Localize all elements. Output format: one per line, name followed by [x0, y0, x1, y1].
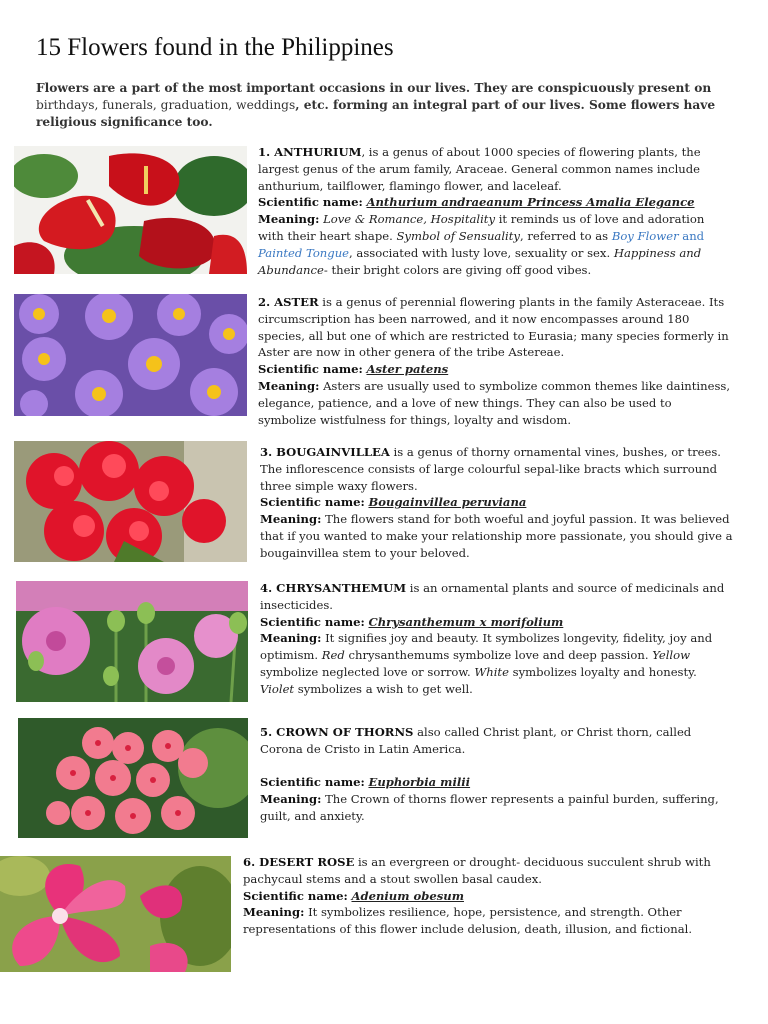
flower-name: 6. DESERT ROSE [243, 855, 355, 869]
meaning-label: Meaning: [258, 212, 320, 227]
flower-entry-anthurium [258, 144, 733, 278]
flower-name: 4. CHRYSANTHEMUM [260, 581, 407, 595]
scientific-label: Scientific name: [258, 195, 363, 210]
crown-of-thorns-photo [18, 718, 248, 838]
meaning-text: Love & Romance, Hospitality [323, 212, 496, 227]
page-title: 15 Flowers found in the Philippines [36, 34, 394, 61]
flower-entry-aster [258, 294, 733, 428]
meaning-text: Happiness and Abundance [258, 245, 702, 277]
meaning-text: symbolizes loyalty and honesty. [508, 664, 697, 679]
flower-entry-bougainvillea [260, 444, 733, 562]
meaning-text: It signifies joy and beauty. It symbolizes longevity, fidelity, joy and optimism. [260, 631, 713, 663]
scientific-name: Anthurium andraeanum Princess Amalia Elegance [366, 195, 695, 210]
flower-entry-desert-rose [243, 854, 733, 938]
meaning-text: , associated with lusty love, sexuality or sex. [349, 245, 614, 260]
scientific-name: Adenium obesum [351, 888, 464, 903]
flower-name: 2. ASTER [258, 295, 319, 309]
scientific-name: Bougainvillea peruviana [368, 495, 527, 510]
scientific-label: Scientific name: [260, 775, 365, 790]
meaning-text: , referred to as [519, 228, 612, 243]
bougainvillea-photo [14, 441, 247, 562]
meaning-label: Meaning: [260, 512, 322, 527]
intro-text-2: , etc. forming an integral part of our lives. Some flowers have religious significance too. [36, 98, 716, 129]
intro-text-1: Flowers are a part of the most important occasions in our lives. They are conspicuously present on [36, 81, 712, 95]
scientific-name: Chrysanthemum x morifolium [368, 614, 564, 629]
intro-paragraph [36, 80, 726, 131]
flower-name: 3. BOUGAINVILLEA [260, 445, 390, 459]
meaning-text: Symbol of Sensuality [396, 228, 520, 243]
flower-description: is an ornamental plants and source of medicinals and insecticides. [260, 581, 725, 612]
meaning-label: Meaning: [258, 378, 320, 393]
intro-occasions: birthdays, funerals, graduation, weddings [36, 98, 296, 112]
scientific-label: Scientific name: [260, 614, 365, 629]
meaning-text: Violet [260, 681, 295, 696]
flower-entry-chrysanthemum [260, 580, 733, 698]
flower-description: is a genus of perennial flowering plants in the family Asteraceae. Its circumscription has been narrowed, and it now encompasses around 180 species, all but one of which are restricted to Eurasia; many species formerly in Aster are now in other genera of the tribe Astereae. [258, 295, 729, 360]
aster-photo [14, 294, 247, 416]
flower-name: 5. CROWN OF THORNS [260, 725, 414, 739]
scientific-name: Euphorbia milii [368, 775, 471, 790]
meaning-text: - their bright colors are giving off good vibes. [323, 262, 592, 277]
meaning-text: It symbolizes resilience, hope, persistence, and strength. Other representations of this flower include delusion, death, illusion, and fictional. [243, 905, 693, 937]
scientific-name: Aster patens [366, 362, 449, 377]
meaning-text: The flowers stand for both woeful and joyful passion. It was believed that if you wanted to make your relationship more passionate, you should give a bougainvillea stem to your beloved. [260, 512, 733, 560]
meaning-text: The Crown of thorns flower represents a painful burden, suffering, guilt, and anxiety. [260, 792, 719, 823]
flower-description: also called Christ plant, or Christ thorn, called Corona de Cristo in Latin America. [260, 725, 692, 756]
meaning-text: Red [321, 648, 345, 663]
meaning-text: Boy Flower [611, 228, 679, 243]
meaning-text: Painted Tongue [258, 245, 350, 260]
scientific-label: Scientific name: [243, 888, 348, 903]
meaning-text: symbolizes a wish to get well. [294, 681, 473, 696]
flower-description: is a genus of thorny ornamental vines, bushes, or trees. The inflorescence consists of large colourful sepal-like bracts which surround three simple waxy flowers. [260, 445, 721, 493]
flower-description: , is a genus of about 1000 species of flowering plants, the largest genus of the arum family, Araceae. General common names include anthurium, tailflower, flamingo flower, and laceleaf. [258, 145, 701, 193]
meaning-label: Meaning: [260, 792, 322, 807]
meaning-text: Asters are usually used to symbolize common themes like daintiness, elegance, patience, and a love of new things. They can also be used to symbolize wistfulness for things, loyalty and wisdom. [258, 378, 731, 427]
flower-entry-crown-of-thorns [260, 724, 733, 825]
meaning-text: White [474, 664, 509, 679]
flower-name: 1. ANTHURIUM [258, 145, 362, 159]
anthurium-photo [14, 146, 247, 274]
meaning-text: and [678, 228, 705, 243]
meaning-text: chrysanthemums symbolize love and deep passion. [344, 648, 653, 663]
meaning-text: Yellow [652, 648, 691, 663]
meaning-label: Meaning: [260, 631, 322, 646]
chrysanthemum-photo [16, 581, 248, 702]
meaning-text: it reminds us of love and adoration with their heart shape. [258, 212, 705, 243]
desert-rose-photo [0, 856, 231, 972]
flower-description: is an evergreen or drought- deciduous succulent shrub with pachycaul stems and a stout swollen basal caudex. [243, 855, 711, 886]
meaning-label: Meaning: [243, 905, 305, 920]
scientific-label: Scientific name: [258, 362, 363, 377]
scientific-label: Scientific name: [260, 495, 365, 510]
meaning-text: symbolize neglected love or sorrow. [260, 664, 475, 679]
